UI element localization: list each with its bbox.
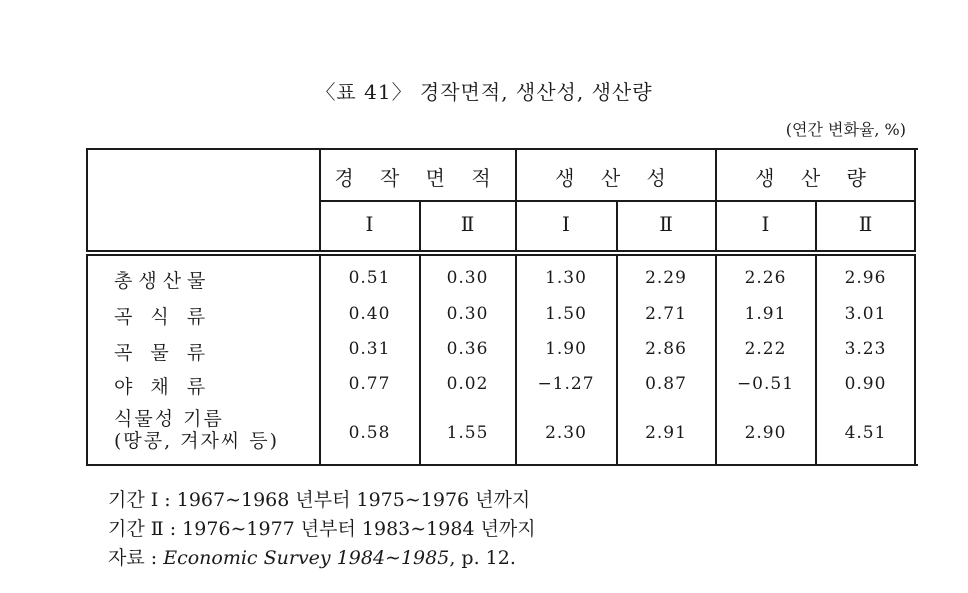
group-underline — [319, 200, 915, 202]
source-title: Economic Survey 1984∼1985 — [163, 547, 450, 569]
table-cell: 1.50 — [545, 304, 587, 324]
subheader-period-1: Ⅰ — [562, 212, 570, 236]
note-period-1: 기간 Ⅰ : 1967∼1968 년부터 1975∼1976 년까지 — [108, 489, 531, 511]
row-label-line1: 식물성 기름 — [114, 408, 224, 430]
table-cell: 2.91 — [645, 423, 687, 443]
unit-note: (연간 변화율, %) — [785, 120, 906, 139]
table-cell: 0.40 — [348, 304, 391, 324]
table-cell: 0.30 — [446, 304, 489, 324]
footnotes — [108, 486, 536, 573]
table-cell: 0.90 — [844, 374, 887, 394]
row-label-line2: (땅콩, 겨자씨 등) — [114, 430, 280, 452]
table-cell: 0.77 — [348, 374, 391, 394]
row-label — [114, 408, 279, 452]
note-period-2: 기간 Ⅱ : 1976∼1977 년부터 1983∼1984 년까지 — [108, 518, 536, 540]
left-border — [86, 255, 88, 466]
table-cell: 4.51 — [844, 423, 887, 443]
table-cell: 3.23 — [844, 339, 887, 359]
row-label: 야 채 류 — [114, 376, 212, 398]
group-header-area: 경 작 면 적 — [334, 166, 501, 190]
table-cell: 0.02 — [446, 374, 489, 394]
table-cell: 2.96 — [844, 268, 887, 288]
source-suffix: , p. 12. — [449, 547, 516, 569]
table-cell: 1.90 — [545, 339, 587, 359]
subheader-period-1: Ⅰ — [365, 212, 374, 236]
table-cell: 0.31 — [348, 339, 391, 359]
row-label: 총생산물 — [114, 270, 212, 292]
table-cell: 2.86 — [645, 339, 687, 359]
left-border — [86, 150, 88, 250]
row-label: 곡 물 류 — [114, 342, 212, 364]
header-rule — [86, 250, 916, 252]
table-cell: 2.22 — [744, 339, 787, 359]
table-cell: 0.51 — [348, 268, 391, 288]
group-header-output: 생 산 량 — [755, 166, 876, 190]
table-cell: 2.29 — [645, 268, 687, 288]
table-cell: 1.55 — [446, 423, 489, 443]
subheader-period-2: Ⅱ — [858, 212, 873, 236]
data-table — [86, 148, 918, 466]
table-cell: 3.01 — [844, 304, 887, 324]
group-header-productivity: 생 산 성 — [555, 166, 676, 190]
table-cell: 2.30 — [545, 423, 587, 443]
table-cell: 0.87 — [645, 374, 687, 394]
table-title: 〈표 41〉 경작면적, 생산성, 생산량 — [315, 80, 653, 104]
subheader-period-2: Ⅱ — [460, 212, 475, 236]
source-prefix: 자료 : — [108, 547, 164, 569]
table-cell: 1.30 — [545, 268, 587, 288]
table-cell: 0.30 — [446, 268, 489, 288]
subheader-period-2: Ⅱ — [659, 212, 673, 236]
table-cell: 1.91 — [744, 304, 787, 324]
subheader-period-1: Ⅰ — [761, 212, 770, 236]
table-cell: −0.51 — [736, 374, 795, 394]
table-cell: 0.36 — [446, 339, 489, 359]
table-cell: 2.71 — [645, 304, 687, 324]
table-cell: 0.58 — [348, 423, 391, 443]
table-cell: −1.27 — [537, 374, 595, 394]
table-cell: 2.26 — [744, 268, 787, 288]
table-cell: 2.90 — [744, 423, 787, 443]
header-rule — [86, 254, 916, 256]
row-label: 곡 식 류 — [114, 306, 212, 328]
note-source — [108, 544, 536, 573]
